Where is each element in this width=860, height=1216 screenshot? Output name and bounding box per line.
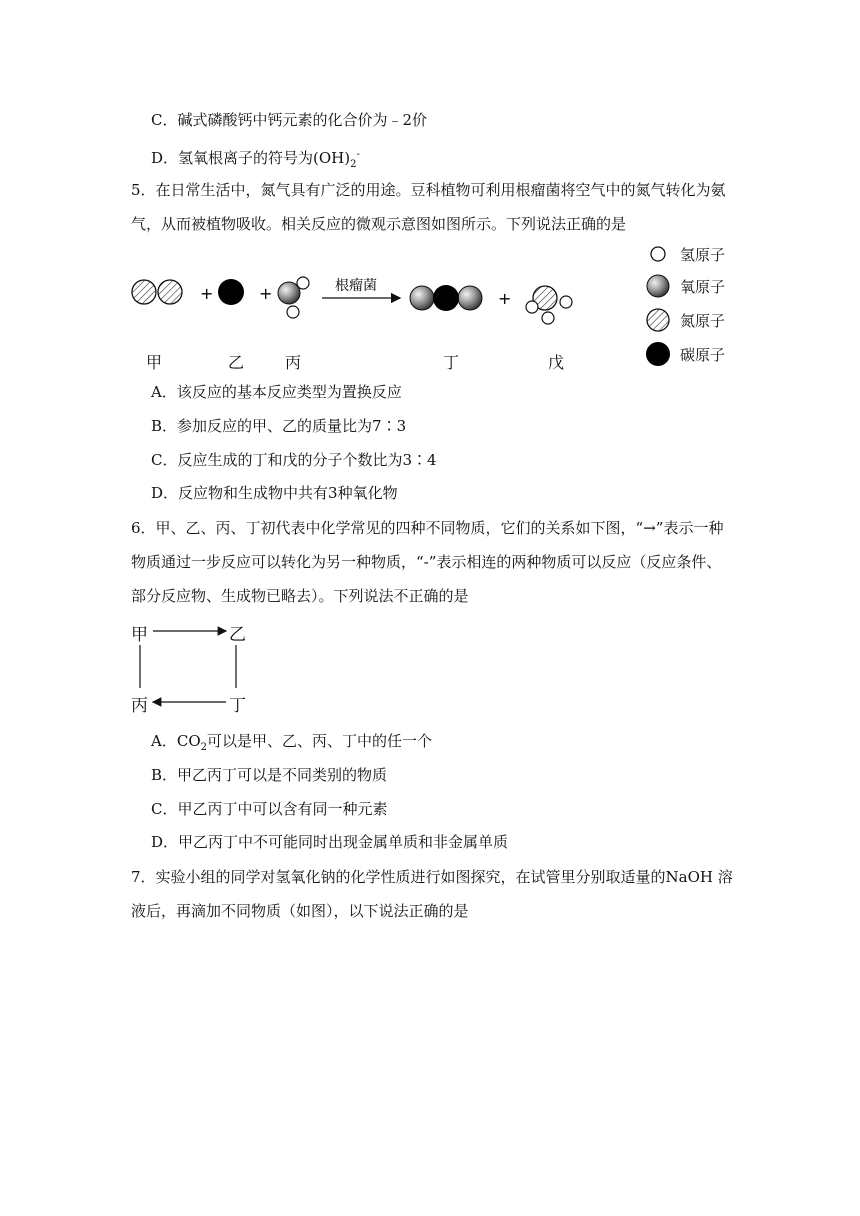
q6-option-a-prefix: A． — [151, 732, 177, 750]
q5-option-b: B．参加反应的甲、乙的质量比为7∶3 — [151, 417, 407, 435]
plus-sign-2: + — [259, 284, 273, 303]
label-bing: 丙 — [285, 353, 302, 372]
q6-option-a-suffix: 可以是甲、乙、丙、丁中的任一个 — [207, 732, 433, 750]
q5-option-d: D．反应物和生成物中共有3种氧化物 — [151, 484, 398, 502]
q5-stem-line2: 气，从而被植物吸收。相关反应的微观示意图如图所示。下列说法正确的是 — [131, 215, 627, 233]
legend-carbon-label: 碳原子 — [680, 345, 726, 364]
q5-option-c: C．反应生成的丁和戊的分子个数比为3∶4 — [151, 451, 437, 469]
label-wu: 戊 — [548, 353, 565, 372]
label-yi: 乙 — [228, 353, 245, 372]
q4-option-d-superscript: - — [356, 149, 360, 160]
q6-option-c: C．甲乙丙丁中可以含有同一种元素 — [151, 800, 388, 818]
q5-option-a: A．该反应的基本反应类型为置换反应 — [151, 383, 402, 401]
q6-stem-line3: 部分反应物、生成物已略去）。下列说法不正确的是 — [131, 587, 469, 605]
legend-hydrogen-label: 氢原子 — [680, 245, 726, 264]
q6-option-d: D．甲乙丙丁中不可能同时出现金属单质和非金属单质 — [151, 833, 509, 851]
q5-stem-line1: 5．在日常生活中，氮气具有广泛的用途。豆科植物可利用根瘤菌将空气中的氮气转化为氨 — [131, 181, 726, 199]
arrow-label: 根瘤菌 — [335, 278, 377, 294]
label-jia: 甲 — [146, 353, 163, 372]
q4-option-c: C．碱式磷酸钙中钙元素的化合价为﹣2价 — [151, 111, 428, 129]
q7-stem-line1: 7．实验小组的同学对氢氧化钠的化学性质进行如图探究，在试管里分别取适量的NaOH 溶 — [131, 868, 733, 886]
q6-stem-line2: 物质通过一步反应可以转化为另一种物质，“-”表示相连的两种物质可以反应（反应条件、 — [131, 553, 722, 571]
legend-oxygen-label: 氧原子 — [680, 277, 726, 296]
plus-sign-3: + — [498, 289, 512, 308]
q4-option-d-text: D．氢氧根离子的符号为(OH) — [151, 149, 351, 167]
q6-node-jia: 甲 — [131, 625, 148, 645]
q6-node-ding: 丁 — [229, 696, 246, 716]
plus-sign-1: + — [200, 284, 214, 303]
q6-option-b: B．甲乙丙丁可以是不同类别的物质 — [151, 766, 388, 784]
q6-stem-line1: 6．甲、乙、丙、丁初代表中化学常见的四种不同物质，它们的关系如下图，“→”表示一种 — [131, 519, 724, 537]
q6-option-a — [151, 731, 432, 758]
q6-option-a-subscript: 2 — [200, 742, 207, 753]
legend-nitrogen-label: 氮原子 — [680, 311, 726, 330]
q7-stem-line2: 液后，再滴加不同物质（如图），以下说法正确的是 — [131, 902, 469, 920]
label-ding: 丁 — [443, 353, 460, 372]
q6-option-a-formula: CO — [176, 732, 201, 750]
q6-node-bing: 丙 — [131, 696, 148, 716]
q4-option-d-subscript: 2 — [350, 159, 357, 170]
q6-node-yi: 乙 — [229, 625, 246, 645]
